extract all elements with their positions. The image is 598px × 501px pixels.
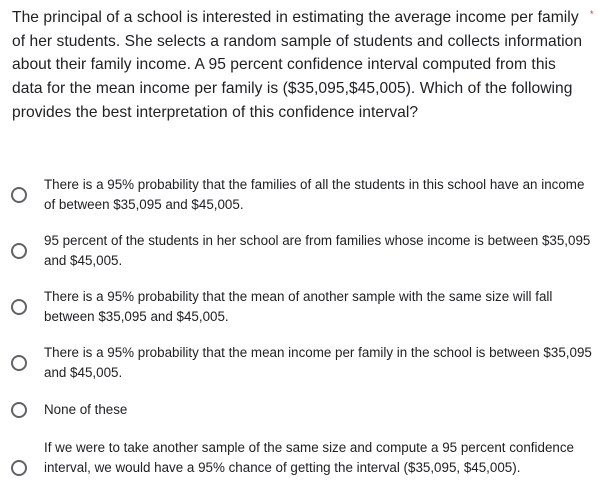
question-text: The principal of a school is interested in estimating the average income per family of her students. She selects a random sample of students and collects information about their family income. A 95 percent confidence interval computed from this data for the mean income per family is ($35,095,$45,005). Which of the following provides the best interpretation of this confidence interval? (12, 9, 583, 121)
radio-button-2[interactable] (11, 243, 27, 259)
required-marker: * (590, 9, 594, 19)
option-2[interactable] (0, 231, 598, 271)
option-4-label: There is a 95% probability that the mean income per family in the school is between $35,095 and $45,005. (44, 345, 592, 380)
radio-button-3[interactable] (11, 299, 27, 315)
option-6[interactable] (0, 438, 598, 498)
option-2-label: 95 percent of the students in her school are from families whose income is between $35,095 and $45,005. (44, 233, 591, 268)
option-1[interactable] (0, 175, 598, 215)
option-3[interactable] (0, 287, 598, 327)
option-5-label: None of these (44, 402, 128, 417)
option-6-label: If we were to take another sample of the same size and compute a 95 percent confidence interval, we would have a 95% chance of getting the interval ($35,095, $45,005). (44, 440, 574, 475)
radio-button-6[interactable] (11, 460, 27, 476)
option-5[interactable] (0, 400, 598, 420)
radio-button-5[interactable] (11, 402, 27, 418)
option-1-label: There is a 95% probability that the families of all the students in this school have an income of between $35,095 and $45,005. (44, 177, 585, 212)
option-3-label: There is a 95% probability that the mean of another sample with the same size will fall between $35,095 and $45,005. (44, 289, 553, 324)
radio-button-1[interactable] (11, 187, 27, 203)
option-4[interactable] (0, 343, 598, 383)
radio-button-4[interactable] (11, 355, 27, 371)
